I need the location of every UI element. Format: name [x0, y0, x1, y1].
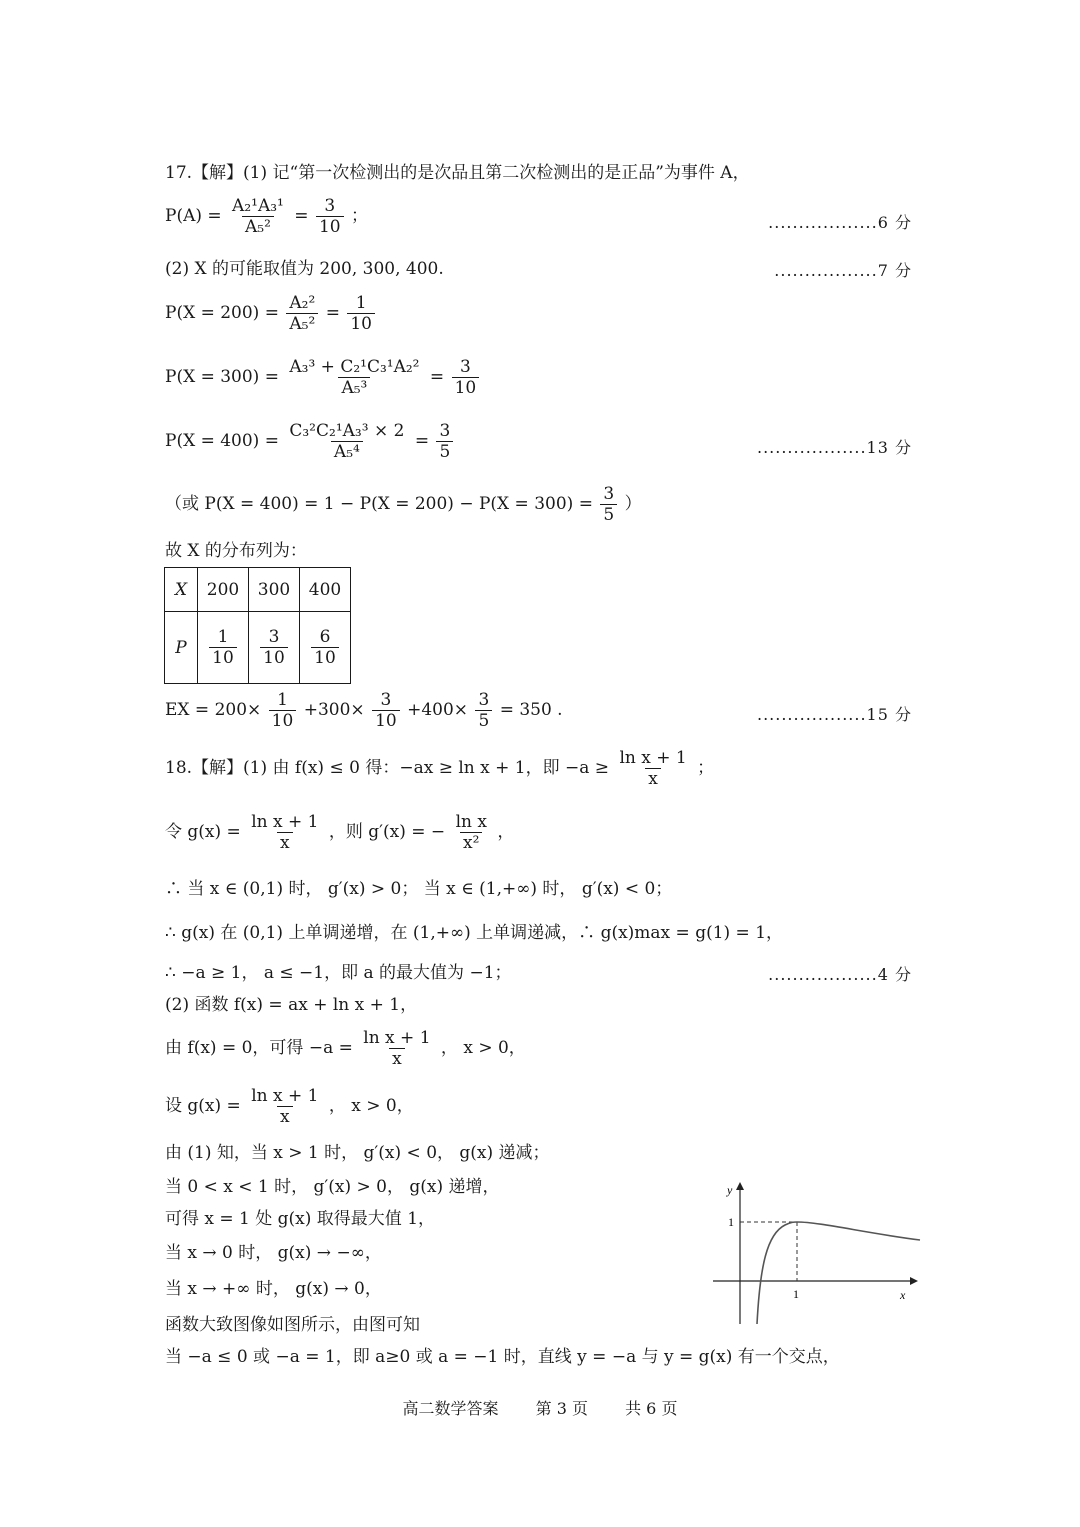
q17-dist-intro: 故 X 的分布列为： [165, 541, 307, 561]
curve-g-of-x [757, 1222, 920, 1324]
page-footer [0, 1396, 1080, 1419]
fraction: $\frac{3}{10}$ [452, 357, 480, 398]
table-p-label: P [165, 612, 198, 684]
score-6: ..................6 分 [768, 213, 912, 232]
score-7: .................7 分 [774, 261, 912, 280]
q18-line10: 当 0 < x < 1 时， g′(x) > 0， g(x) 递增， [165, 1177, 500, 1197]
q18-line4: ∴ g(x) 在 (0,1) 上单调递增，在 (1,+∞) 上单调递减，∴ g(x)max = g(1) = 1， [165, 923, 784, 943]
score-15: ..................15 分 [757, 705, 912, 724]
fraction: $\frac{\text{ln x}}{\text{x²}}$ [455, 812, 487, 853]
y-tick-label: 1 [728, 1215, 734, 1229]
table-header-x: X [165, 568, 198, 612]
fraction: $\frac{\text{ln x + 1}}{x}$ [363, 1028, 431, 1069]
q18-line15: 当 −a ≤ 0 或 −a = 1，即 a≥0 或 a = −1 时，直线 y = −a 与 y = g(x) 有一个交点， [165, 1347, 840, 1367]
score-13: ..................13 分 [757, 438, 912, 457]
fraction: $\frac{3}{5}$ [600, 484, 617, 525]
y-axis-arrow [736, 1182, 744, 1190]
fraction: $\frac{3}{5}$ [436, 421, 453, 462]
x-tick-label: 1 [793, 1287, 799, 1301]
q17-part2: (2) X 的可能取值为 200, 300, 400. [165, 259, 444, 279]
q17-alt: （或 P(X = 400) = 1 − P(X = 200) − P(X = 300) = $\frac{3}{5}$ ） [165, 484, 642, 525]
table-header-cell: 200 [198, 568, 249, 612]
q18-line9: 由 (1) 知，当 x > 1 时， g′(x) < 0， g(x) 递减； [165, 1143, 550, 1163]
q18-line12: 当 x → 0 时， g(x) → −∞， [165, 1243, 382, 1263]
fraction: $\frac{3}{10}$ [372, 690, 400, 731]
q17-expectation: EX = 200× $\frac{1}{10}$ +300× $\frac{3}{10}$ +400× $\frac{3}{5}$ = 350 . [165, 690, 563, 731]
q18-line11: 可得 x = 1 处 g(x) 取得最大值 1， [165, 1209, 436, 1229]
q18-line3: ∴ 当 x ∈ (0,1) 时， g′(x) > 0； 当 x ∈ (1,+∞) 时， g′(x) < 0； [165, 879, 673, 899]
footer-page: 第 3 页 [535, 1399, 588, 1418]
fraction: $\frac{\text{A₂¹A₃¹}}{\text{A₅²}}$ [232, 196, 284, 237]
q18-line7: 由 f(x) = 0，可得 −a = $\frac{\text{ln x + 1}}{x}$ ， x > 0， [165, 1028, 526, 1069]
fraction: $\frac{3}{5}$ [475, 690, 492, 731]
table-cell: $\frac{3}{10}$ [249, 612, 300, 684]
q18-line5: ∴ −a ≥ 1， a ≤ −1，即 a 的最大值为 −1； [165, 963, 512, 983]
x-axis-label: x [900, 1288, 906, 1302]
q18-line2: 令 g(x) = $\frac{\text{ln x + 1}}{x}$ ，则 g′(x) = − $\frac{\text{ln x}}{\text{x²}}$ ， [165, 812, 515, 853]
fraction: $\frac{1}{10}$ [347, 293, 375, 334]
q18-line13: 当 x → +∞ 时， g(x) → 0， [165, 1279, 382, 1299]
footer-subject: 高二数学答案 [402, 1399, 499, 1418]
fraction: $\frac{\text{A₃³ + C₂¹C₃¹A₂²}}{\text{A₅³}}$ [289, 357, 420, 398]
table-header-cell: 300 [249, 568, 300, 612]
fraction: $\frac{3}{10}$ [316, 196, 344, 237]
q18-line8: 设 g(x) = $\frac{\text{ln x + 1}}{x}$ ， x > 0， [165, 1086, 414, 1127]
x-axis-arrow [910, 1277, 918, 1285]
q18-line6: (2) 函数 f(x) = ax + ln x + 1， [165, 995, 418, 1015]
function-graph [705, 1176, 925, 1326]
q17-p300: P(X = 300) = $\frac{\text{A₃³ + C₂¹C₃¹A₂²}}{\text{A₅³}}$ = $\frac{3}{10}$ [165, 357, 481, 398]
fraction: $\frac{\text{A₂²}}{\text{A₅²}}$ [286, 293, 318, 334]
q17-intro: 17.【解】(1) 记“第一次检测出的是次品且第二次检测出的是正品”为事件 A， [165, 163, 750, 183]
table-cell: $\frac{1}{10}$ [198, 612, 249, 684]
footer-total: 共 6 页 [625, 1399, 678, 1418]
y-axis-label: y [727, 1183, 733, 1197]
q18-line14: 函数大致图像如图所示，由图可知 [165, 1315, 420, 1335]
fraction: $\frac{1}{10}$ [269, 690, 297, 731]
score-4: ..................4 分 [768, 965, 912, 984]
q17-p400: P(X = 400) = $\frac{\text{C₃²C₂¹A₃³ × 2}}{\text{A₅⁴}}$ = $\frac{3}{5}$ [165, 421, 455, 462]
fraction: $\frac{\text{ln x + 1}}{x}$ [251, 1086, 319, 1127]
fraction: $\frac{\text{ln x + 1}}{x}$ [619, 748, 687, 789]
q18-line1: 18.【解】(1) 由 f(x) ≤ 0 得：−ax ≥ ln x + 1，即 −a ≥ $\frac{\text{ln x + 1}}{x}$ ； [165, 748, 715, 789]
fraction: $\frac{\text{C₃²C₂¹A₃³ × 2}}{\text{A₅⁴}}$ [289, 421, 405, 462]
fraction: $\frac{\text{ln x + 1}}{x}$ [251, 812, 319, 853]
q17-p200: P(X = 200) = $\frac{\text{A₂²}}{\text{A₅²}}$ = $\frac{1}{10}$ [165, 293, 377, 334]
table-header-cell: 400 [300, 568, 351, 612]
q17-pa-formula: P(A) = $\frac{\text{A₂¹A₃¹}}{\text{A₅²}}$ = $\frac{3}{10}$ ； [165, 196, 368, 237]
table-cell: $\frac{6}{10}$ [300, 612, 351, 684]
distribution-table [164, 567, 351, 684]
